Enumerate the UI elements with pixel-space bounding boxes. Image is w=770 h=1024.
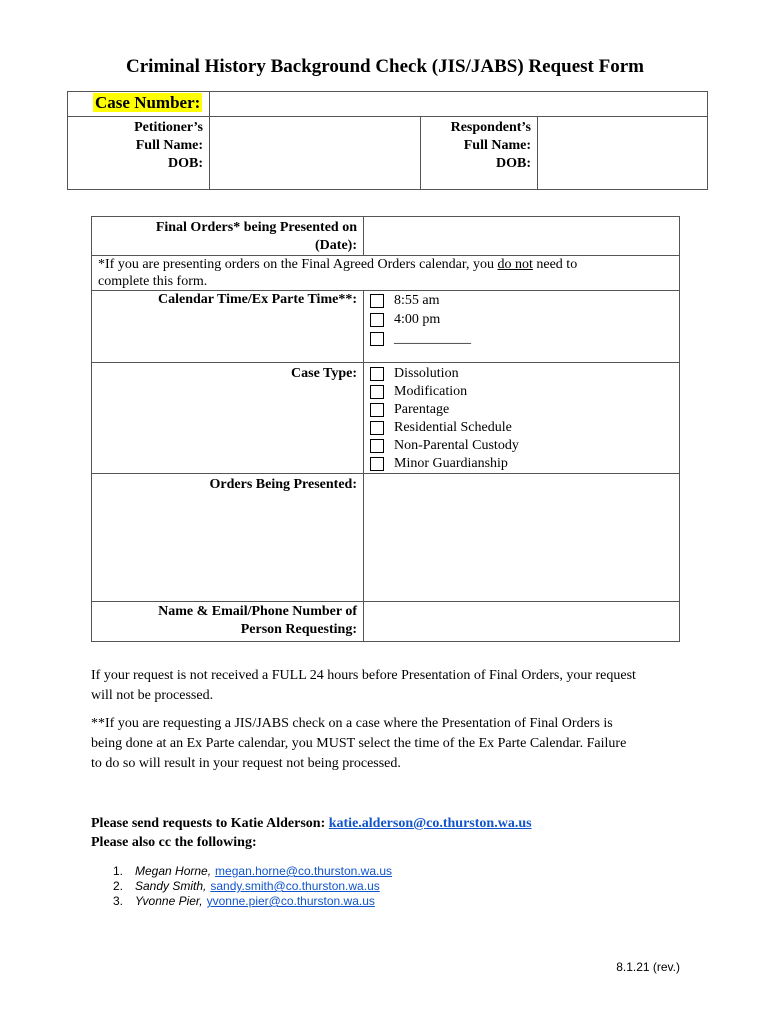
calendar-time-label: Calendar Time/Ex Parte Time**: bbox=[158, 292, 357, 307]
list-item bbox=[113, 894, 392, 909]
contacts-block bbox=[91, 814, 532, 852]
final-orders-date-input[interactable] bbox=[364, 217, 680, 256]
case-type-modification-label: Modification bbox=[394, 384, 468, 399]
respondent-dob-label: DOB: bbox=[496, 156, 531, 171]
petitioner-name-input[interactable] bbox=[210, 117, 421, 190]
cc-label: Please also cc the following: bbox=[91, 835, 257, 850]
notice-1-line1: If your request is not received a FULL 24 hours before Presentation of Final Orders, your request bbox=[91, 668, 636, 683]
respondent-label-cell bbox=[421, 117, 538, 190]
requester-input[interactable] bbox=[364, 602, 680, 642]
calendar-other-checkbox[interactable] bbox=[370, 332, 384, 346]
petitioner-label-line1: Petitioner’s bbox=[134, 120, 203, 135]
calendar-time-options bbox=[364, 291, 680, 363]
list-item bbox=[113, 879, 392, 894]
requester-label-line2: Person Requesting: bbox=[240, 622, 357, 637]
case-type-label: Case Type: bbox=[291, 366, 357, 381]
send-requests-line bbox=[91, 814, 532, 833]
case-type-label-cell bbox=[92, 363, 364, 474]
calendar-note-line1: *If you are presenting orders on the Final Agreed Orders calendar, you do not need to bbox=[98, 257, 578, 272]
case-type-dissolution-label: Dissolution bbox=[394, 366, 459, 381]
notice-1-line2: will not be processed. bbox=[91, 688, 214, 703]
respondent-label-line1: Respondent’s bbox=[450, 120, 531, 135]
notice-paragraph-2 bbox=[91, 714, 711, 774]
calendar-note-cell bbox=[92, 256, 680, 291]
case-type-modification-checkbox[interactable] bbox=[370, 385, 384, 399]
notice-paragraph-1 bbox=[91, 666, 711, 706]
list-number: 2. bbox=[113, 879, 124, 893]
calendar-other-blank[interactable]: ___________ bbox=[394, 331, 471, 346]
form-title: Criminal History Background Check (JIS/JABS) Request Form bbox=[126, 56, 644, 77]
case-number-label: Case Number: bbox=[95, 93, 201, 112]
requester-label-line1: Name & Email/Phone Number of bbox=[158, 604, 357, 619]
katie-email-link[interactable]: katie.alderson@co.thurston.wa.us bbox=[328, 816, 532, 831]
calendar-400-label: 4:00 pm bbox=[394, 312, 441, 327]
cc-email-link[interactable]: yvonne.pier@co.thurston.wa.us bbox=[206, 894, 375, 908]
cc-email-link[interactable]: sandy.smith@co.thurston.wa.us bbox=[210, 879, 380, 893]
final-orders-label-line2: (Date): bbox=[315, 238, 357, 253]
list-number: 1. bbox=[113, 864, 124, 878]
case-type-guardianship-label: Minor Guardianship bbox=[394, 456, 508, 471]
petitioner-dob-label: DOB: bbox=[168, 156, 203, 171]
case-type-residential-checkbox[interactable] bbox=[370, 421, 384, 435]
petitioner-label-cell bbox=[68, 117, 210, 190]
orders-table bbox=[91, 216, 680, 642]
orders-presented-label-cell bbox=[92, 474, 364, 602]
case-type-nonparental-label: Non-Parental Custody bbox=[394, 438, 519, 453]
case-type-parentage-checkbox[interactable] bbox=[370, 403, 384, 417]
orders-presented-input[interactable] bbox=[364, 474, 680, 602]
respondent-name-input[interactable] bbox=[538, 117, 708, 190]
orders-presented-label: Orders Being Presented: bbox=[209, 477, 357, 492]
final-orders-label-line1: Final Orders* being Presented on bbox=[155, 220, 357, 235]
calendar-note-line2: complete this form. bbox=[98, 274, 208, 289]
notice-2-line1: **If you are requesting a JIS/JABS check on a case where the Presentation of Final Orders is bbox=[91, 716, 613, 731]
calendar-855-checkbox[interactable] bbox=[370, 294, 384, 308]
requester-label-cell bbox=[92, 602, 364, 642]
send-requests-label: Please send requests to Katie Alderson: bbox=[91, 816, 329, 831]
cc-name: Sandy Smith, bbox=[135, 879, 207, 893]
cc-name: Yvonne Pier, bbox=[135, 894, 203, 908]
case-type-residential-label: Residential Schedule bbox=[394, 420, 512, 435]
case-number-input[interactable] bbox=[210, 92, 708, 117]
calendar-time-label-cell bbox=[92, 291, 364, 363]
notice-2-line3: to do so will result in your request not being processed. bbox=[91, 756, 401, 771]
cc-name: Megan Horne, bbox=[135, 864, 212, 878]
revision-label: 8.1.21 (rev.) bbox=[616, 960, 680, 974]
calendar-855-label: 8:55 am bbox=[394, 293, 440, 308]
case-type-options bbox=[364, 363, 680, 474]
case-type-nonparental-checkbox[interactable] bbox=[370, 439, 384, 453]
cc-email-link[interactable]: megan.horne@co.thurston.wa.us bbox=[215, 864, 392, 878]
respondent-label-line2: Full Name: bbox=[463, 138, 531, 153]
party-info-table bbox=[67, 91, 708, 190]
list-number: 3. bbox=[113, 894, 124, 908]
case-number-label-cell bbox=[68, 92, 210, 117]
case-type-dissolution-checkbox[interactable] bbox=[370, 367, 384, 381]
notice-2-line2: being done at an Ex Parte calendar, you MUST select the time of the Ex Parte Calendar. Failure bbox=[91, 736, 627, 751]
case-type-guardianship-checkbox[interactable] bbox=[370, 457, 384, 471]
list-item bbox=[113, 864, 392, 879]
final-orders-label-cell bbox=[92, 217, 364, 256]
case-type-parentage-label: Parentage bbox=[394, 402, 450, 417]
petitioner-label-line2: Full Name: bbox=[135, 138, 203, 153]
cc-list bbox=[113, 864, 392, 909]
calendar-400-checkbox[interactable] bbox=[370, 313, 384, 327]
